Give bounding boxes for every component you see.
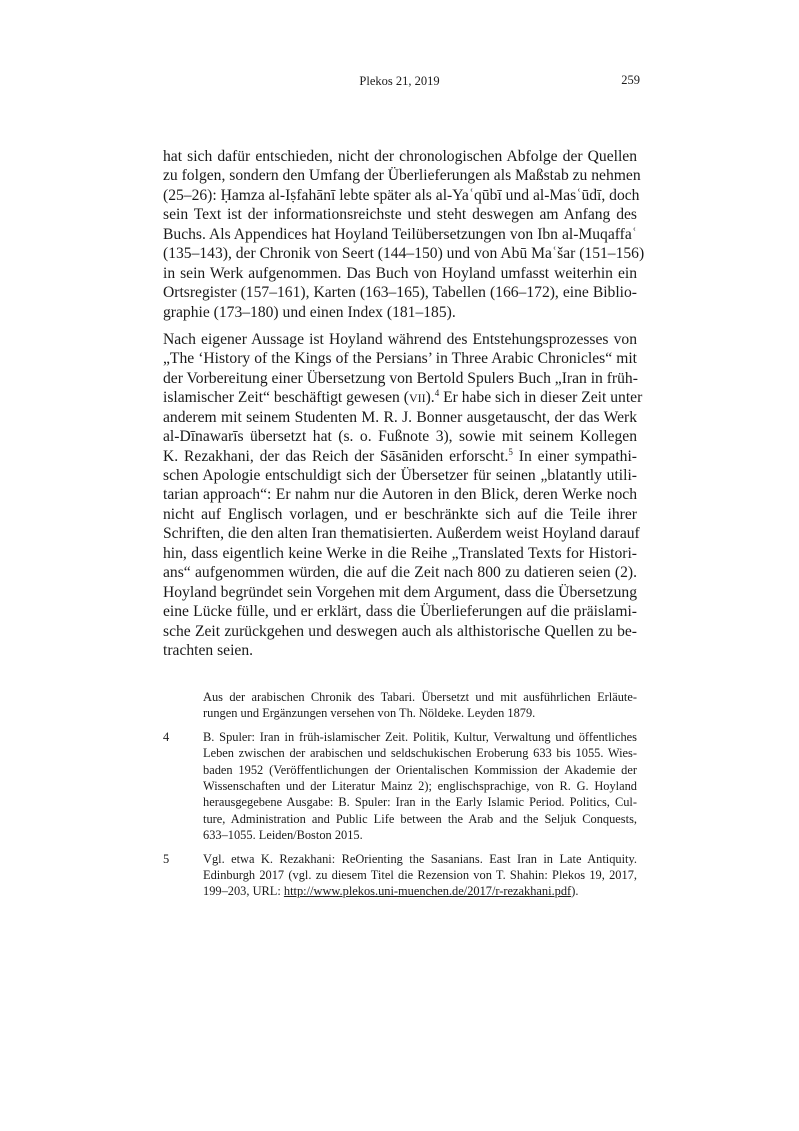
- text-line: [163, 622, 637, 641]
- text-line: [163, 147, 637, 166]
- text-line: [203, 851, 637, 867]
- text-line: [163, 264, 637, 283]
- text-line: [163, 505, 637, 524]
- text-line: [163, 524, 640, 543]
- text-line: [163, 244, 645, 263]
- text-line: [163, 602, 637, 621]
- page-number: 259: [621, 73, 640, 87]
- text-line: [163, 447, 637, 466]
- text-run: 633–1055. Leiden/Boston 2015.: [203, 828, 363, 843]
- text-line: [203, 867, 637, 883]
- text-run: eine Lücke fülle, und er erklärt, dass die Überlieferungen auf die präislami-: [163, 603, 637, 621]
- text-run: Ortsregister (157–161), Karten (163–165), Tabellen (166–172), eine Biblio-: [163, 284, 637, 302]
- text-run: ans“ aufgenommen würden, die auf die Zeit nach 800 zu datieren seien (2).: [163, 564, 637, 582]
- text-run: „The ‘History of the Kings of the Persians’ in Three Arabic Chronicles“ mit: [163, 350, 637, 368]
- text-line: [163, 349, 637, 368]
- body-text: [163, 147, 645, 668]
- paragraph: [163, 330, 643, 660]
- text-run: ).: [425, 389, 435, 407]
- footnote: [163, 851, 637, 900]
- text-line: [203, 883, 637, 899]
- text-run: (25–26): Ḥamza al-Iṣfahānī lebte später als al-Yaʿqūbī und al-Masʿūdī, doch: [163, 186, 640, 204]
- text-run: schen Apologie entschuldigt sich der Übersetzer für seinen „blatantly utili-: [163, 467, 637, 484]
- footnote-text: [203, 729, 637, 844]
- text-run: sche Zeit zurückgehen und deswegen auch als althistorische Quellen zu be-: [163, 622, 637, 640]
- footnote-text: [203, 689, 637, 722]
- text-run: Buchs. Als Appendices hat Hoyland Teilübersetzungen von Ibn al-Muqaffaʿ: [163, 225, 637, 243]
- text-line: [163, 283, 637, 302]
- text-run: (135–143), der Chronik von Seert (144–150) und von Abū Maʿšar (151–156): [163, 245, 645, 263]
- text-line: [203, 762, 637, 778]
- text-run: In einer sympathi-: [512, 447, 638, 465]
- text-line: [163, 641, 637, 660]
- text-line: [203, 811, 637, 827]
- text-line: [163, 466, 637, 485]
- text-line: [203, 827, 637, 843]
- text-line: [163, 563, 637, 582]
- url-link[interactable]: http://www.plekos.uni-muenchen.de/2017/r-rezakhani.pdf: [283, 884, 572, 899]
- text-line: [163, 330, 637, 349]
- text-run: islamischer Zeit“ beschäftigt gewesen (: [163, 389, 409, 407]
- text-run: der Vorbereitung einer Übersetzung von Bertold Spulers Buch „Iran in früh-: [163, 369, 638, 387]
- text-run: anderem mit seinem Studenten M. R. J. Bonner ausgetauscht, der das Werk: [163, 408, 637, 426]
- text-run: ture, Administration and Public Life between the Arab and the Seljuk Conquests,: [203, 811, 637, 826]
- text-run: Vgl. etwa K. Rezakhani: ReOrienting the Sasanians. East Iran in Late Antiquity.: [203, 851, 637, 866]
- text-line: [163, 408, 637, 427]
- footnote-ref[interactable]: 4: [434, 388, 440, 399]
- text-run: in sein Werk aufgenommen. Das Buch von Hoyland umfasst weiterhin ein: [163, 264, 637, 282]
- text-run: hin, dass eigentlich keine Werke in die Reihe „Translated Texts for Histori-: [163, 544, 637, 562]
- footnote: [163, 689, 637, 722]
- text-line: [203, 778, 637, 794]
- text-run: Edinburgh 2017 (vgl. zu diesem Titel die Rezension von T. Shahin: Plekos 19, 2017,: [203, 867, 637, 882]
- text-run: herausgegebene Ausgabe: B. Spuler: Iran in the Early Islamic Period. Politics, Cul-: [203, 795, 637, 810]
- text-line: [163, 225, 637, 244]
- text-run: B. Spuler: Iran in früh-islamischer Zeit. Politik, Kultur, Verwaltung und öffentliches: [203, 729, 637, 744]
- text-run: zu folgen, sondern den Umfang der Überlieferungen als Maßstab zu nehmen: [163, 167, 641, 185]
- text-run: 199–203, URL:: [203, 884, 284, 899]
- text-run: Leben zwischen der arabischen und seldschukischen Eroberung 633 bis 1055. Wies-: [203, 746, 637, 761]
- text-line: [163, 583, 637, 602]
- text-run: VII: [408, 391, 426, 406]
- text-run: Schriften, die den alten Iran thematisierten. Außerdem weist Hoyland darauf: [163, 525, 640, 543]
- text-line: [163, 166, 641, 185]
- text-line: [163, 369, 637, 388]
- text-line: [203, 745, 637, 761]
- text-run: sein Text ist der informationsreichste und steht deswegen am Anfang des: [163, 206, 637, 224]
- footnote-text: [203, 851, 637, 900]
- text-run: graphie (173–180) und einen Index (181–185).: [163, 303, 456, 321]
- text-line: [163, 186, 640, 205]
- text-line: [163, 303, 637, 322]
- footnote-number: [163, 689, 203, 722]
- text-line: [163, 205, 637, 224]
- text-run: trachten seien.: [163, 641, 254, 659]
- text-run: Hoyland begründet sein Vorgehen mit dem Argument, dass die Übersetzung: [163, 583, 637, 601]
- text-line: [163, 544, 637, 563]
- text-run: Aus der arabischen Chronik des Tabari. Übersetzt und mit ausführlichen Erläute-: [203, 690, 637, 704]
- running-head: Plekos 21, 2019: [359, 74, 440, 88]
- text-run: Wissenschaften und der Literatur Mainz 2); englischsprachige, von R. G. Hoyland: [203, 778, 637, 793]
- text-run: nicht auf Englisch vorlagen, und er beschränkte sich auf die Teile ihrer: [163, 505, 637, 523]
- footnotes: [163, 689, 637, 907]
- text-line: [203, 729, 637, 745]
- text-line: [163, 427, 637, 446]
- text-run: baden 1952 (Veröffentlichungen der Orientalischen Kommission der Akademie der: [203, 762, 637, 777]
- text-line: [163, 388, 643, 407]
- footnote-number: 5: [163, 851, 170, 866]
- text-run: ).: [571, 884, 579, 899]
- text-run: al-Dīnawarīs übersetzt hat (s. o. Fußnote 3), sowie mit seinem Kollegen: [163, 428, 637, 446]
- footnote: [163, 729, 637, 844]
- text-run: tarian approach“: Er nahm nur die Autoren in den Blick, deren Werke noch: [163, 486, 637, 504]
- text-line: [203, 705, 637, 721]
- paragraph: [163, 147, 645, 322]
- text-line: [203, 689, 637, 705]
- text-run: hat sich dafür entschieden, nicht der chronologischen Abfolge der Quellen: [163, 148, 637, 165]
- text-run: K. Rezakhani, der das Reich der Sāsāniden erforscht.: [163, 447, 509, 465]
- text-run: Nach eigener Aussage ist Hoyland während des Entstehungsprozesses von: [163, 330, 637, 348]
- footnote-number: 4: [163, 729, 170, 744]
- footnote-ref[interactable]: 5: [508, 446, 513, 457]
- text-line: [163, 485, 637, 504]
- text-run: rungen und Ergänzungen versehen von Th. Nöldeke. Leyden 1879.: [203, 706, 536, 721]
- text-line: [203, 794, 637, 810]
- text-run: Er habe sich in dieser Zeit unter: [439, 389, 643, 407]
